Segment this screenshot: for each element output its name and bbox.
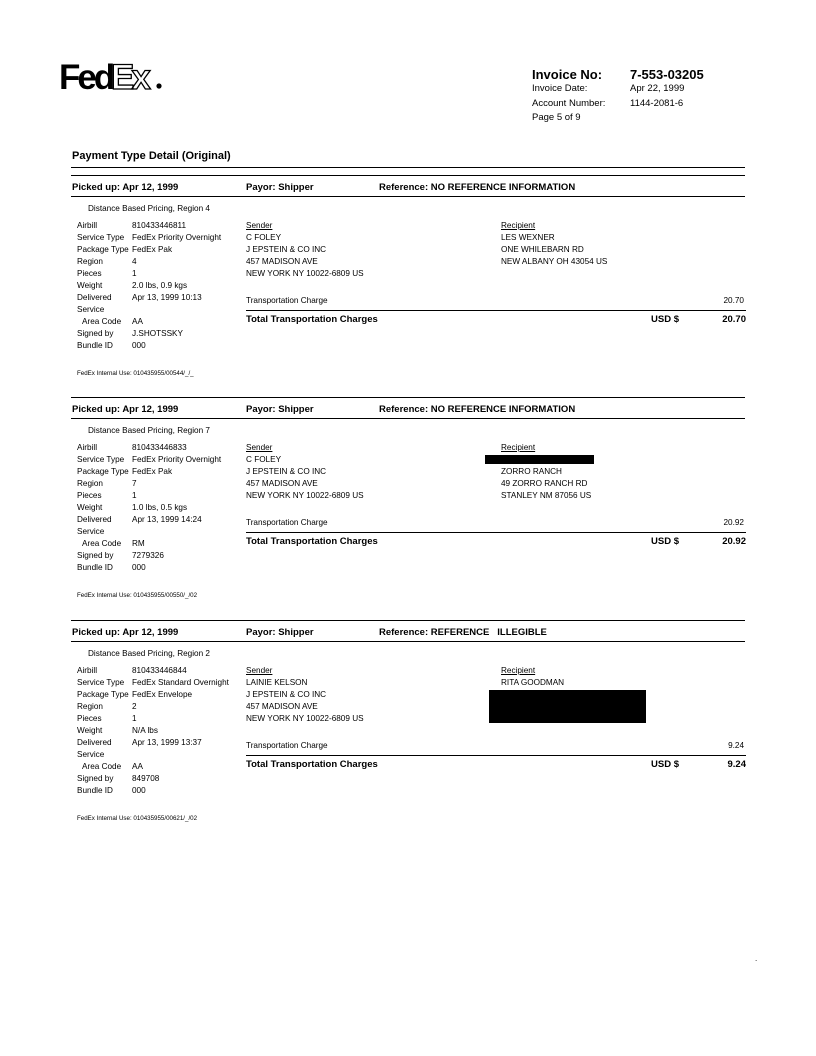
delivered-value: Apr 13, 1999 10:13 <box>132 293 202 302</box>
airbill-value: 810433446811 <box>132 221 187 230</box>
picked-up-date: Picked up: Apr 12, 1999 <box>72 404 179 415</box>
recipient-line: STANLEY NM 87056 US <box>501 491 592 500</box>
divider <box>71 397 745 398</box>
service-type-value: FedEx Priority Overnight <box>132 455 222 464</box>
package-type-value: FedEx Pak <box>132 245 173 254</box>
service-type-value: FedEx Priority Overnight <box>132 233 222 242</box>
region-label: Region <box>77 702 103 711</box>
sender-line: 457 MADISON AVE <box>246 257 318 266</box>
redaction-bar <box>489 690 646 723</box>
signed-by-value: J.SHOTSSKY <box>132 329 183 338</box>
recipient-label: Recipient <box>501 666 536 675</box>
shipment-block <box>0 397 816 619</box>
reference: Reference: REFERENCE ILLEGIBLE <box>379 627 547 638</box>
delivered-value: Apr 13, 1999 13:37 <box>132 738 202 747</box>
signed-by-label: Signed by <box>77 329 114 338</box>
sender-block <box>246 665 364 725</box>
divider <box>71 641 745 642</box>
divider <box>71 196 745 197</box>
account-number-label: Account Number: <box>532 98 606 109</box>
fedex-logo <box>59 58 163 98</box>
weight-value: N/A lbs <box>132 726 158 735</box>
sender-label: Sender <box>246 666 273 675</box>
sender-label: Sender <box>246 443 273 452</box>
sender-line: C FOLEY <box>246 233 282 242</box>
account-number: 1144-2081-6 <box>630 98 684 109</box>
package-type-value: FedEx Envelope <box>132 690 193 699</box>
area-code-value: RM <box>132 539 145 548</box>
package-type-value: FedEx Pak <box>132 467 173 476</box>
page-indicator: Page 5 of 9 <box>532 112 581 123</box>
total-label: Total Transportation Charges <box>246 314 378 325</box>
divider <box>71 620 745 621</box>
recipient-line: ONE WHILEBARN RD <box>501 245 584 254</box>
payor: Payor: Shipper <box>246 627 314 638</box>
package-type-label: Package Type <box>77 690 129 699</box>
transportation-charge-value: 9.24 <box>728 741 744 750</box>
shipment-block <box>0 175 816 397</box>
transportation-charge-value: 20.92 <box>723 518 744 527</box>
currency-label: USD $ <box>651 759 679 770</box>
recipient-block <box>501 220 607 268</box>
reference: Reference: NO REFERENCE INFORMATION <box>379 182 576 193</box>
region-label: Region <box>77 479 103 488</box>
weight-value: 2.0 lbs, 0.9 kgs <box>132 281 188 290</box>
section-title: Payment Type Detail (Original) <box>72 150 231 162</box>
region-value: 7 <box>132 479 137 488</box>
transportation-charge-label: Transportation Charge <box>246 741 328 750</box>
pricing-note: Distance Based Pricing, Region 2 <box>88 649 210 658</box>
service-type-value: FedEx Standard Overnight <box>132 678 229 687</box>
transportation-charge-label: Transportation Charge <box>246 296 328 305</box>
internal-use-code: FedEx Internal Use: 010435955/00544/_/_ <box>77 370 194 377</box>
divider <box>246 755 746 756</box>
signed-by-label: Signed by <box>77 551 114 560</box>
total-value: 20.92 <box>722 536 746 547</box>
signed-by-value: 849708 <box>132 774 160 783</box>
sender-label: Sender <box>246 221 273 230</box>
recipient-line: ZORRO RANCH <box>501 467 562 476</box>
service-label: Service <box>77 527 105 536</box>
delivered-label: Delivered <box>77 738 112 747</box>
payor: Payor: Shipper <box>246 404 314 415</box>
weight-label: Weight <box>77 726 103 735</box>
total-label: Total Transportation Charges <box>246 536 378 547</box>
delivered-label: Delivered <box>77 293 112 302</box>
airbill-label: Airbill <box>77 443 98 452</box>
area-code-label: Area Code <box>82 317 122 326</box>
service-type-label: Service Type <box>77 678 125 687</box>
weight-label: Weight <box>77 503 103 512</box>
region-value: 4 <box>132 257 137 266</box>
recipient-block <box>501 442 591 502</box>
reference: Reference: NO REFERENCE INFORMATION <box>379 404 576 415</box>
divider <box>71 175 745 176</box>
service-type-label: Service Type <box>77 455 125 464</box>
total-label: Total Transportation Charges <box>246 759 378 770</box>
pricing-note: Distance Based Pricing, Region 7 <box>88 426 210 435</box>
package-type-label: Package Type <box>77 467 129 476</box>
airbill-value: 810433446833 <box>132 443 187 452</box>
invoice-date: Apr 22, 1999 <box>630 83 685 94</box>
sender-block <box>246 442 364 502</box>
signed-by-label: Signed by <box>77 774 114 783</box>
airbill-label: Airbill <box>77 221 98 230</box>
currency-label: USD $ <box>651 314 679 325</box>
pieces-label: Pieces <box>77 714 102 723</box>
service-label: Service <box>77 305 105 314</box>
pieces-value: 1 <box>132 491 137 500</box>
area-code-value: AA <box>132 317 143 326</box>
sender-line: J EPSTEIN & CO INC <box>246 467 327 476</box>
sender-line: NEW YORK NY 10022-6809 US <box>246 269 364 278</box>
delivered-value: Apr 13, 1999 14:24 <box>132 515 202 524</box>
sender-block <box>246 220 364 280</box>
pieces-value: 1 <box>132 269 137 278</box>
recipient-label: Recipient <box>501 443 536 452</box>
divider <box>71 167 745 168</box>
svg-text:Ex: Ex <box>111 58 148 97</box>
recipient-label: Recipient <box>501 221 536 230</box>
sender-line: NEW YORK NY 10022-6809 US <box>246 714 364 723</box>
region-label: Region <box>77 257 103 266</box>
delivered-label: Delivered <box>77 515 112 524</box>
bundle-id-label: Bundle ID <box>77 786 113 795</box>
shipment-block <box>0 620 816 842</box>
area-code-label: Area Code <box>82 539 122 548</box>
bundle-id-value: 000 <box>132 786 146 795</box>
sender-line: J EPSTEIN & CO INC <box>246 245 327 254</box>
pieces-label: Pieces <box>77 269 102 278</box>
package-type-label: Package Type <box>77 245 129 254</box>
transportation-charge-label: Transportation Charge <box>246 518 328 527</box>
invoice-date-label: Invoice Date: <box>532 83 588 94</box>
picked-up-date: Picked up: Apr 12, 1999 <box>72 182 179 193</box>
divider <box>246 532 746 533</box>
pieces-label: Pieces <box>77 491 102 500</box>
redaction-bar <box>485 455 594 464</box>
pricing-note: Distance Based Pricing, Region 4 <box>88 204 210 213</box>
sender-line: NEW YORK NY 10022-6809 US <box>246 491 364 500</box>
sender-line: LAINIE KELSON <box>246 678 308 687</box>
bundle-id-value: 000 <box>132 563 146 572</box>
weight-value: 1.0 lbs, 0.5 kgs <box>132 503 188 512</box>
sender-line: J EPSTEIN & CO INC <box>246 690 327 699</box>
area-code-label: Area Code <box>82 762 122 771</box>
divider <box>71 418 745 419</box>
picked-up-date: Picked up: Apr 12, 1999 <box>72 627 179 638</box>
recipient-line: LES WEXNER <box>501 233 555 242</box>
sender-line: 457 MADISON AVE <box>246 479 318 488</box>
service-label: Service <box>77 750 105 759</box>
total-value: 20.70 <box>722 314 746 325</box>
recipient-line: 49 ZORRO RANCH RD <box>501 479 588 488</box>
airbill-value: 810433446844 <box>132 666 187 675</box>
invoice-number: 7-553-03205 <box>630 67 704 82</box>
bundle-id-label: Bundle ID <box>77 563 113 572</box>
transportation-charge-value: 20.70 <box>723 296 744 305</box>
airbill-label: Airbill <box>77 666 98 675</box>
currency-label: USD $ <box>651 536 679 547</box>
area-code-value: AA <box>132 762 143 771</box>
internal-use-code: FedEx Internal Use: 010435955/00621/_/02 <box>77 815 198 822</box>
bundle-id-value: 000 <box>132 341 146 350</box>
invoice-number-label: Invoice No: <box>532 67 603 82</box>
recipient-line: NEW ALBANY OH 43054 US <box>501 257 608 266</box>
pieces-value: 1 <box>132 714 137 723</box>
total-value: 9.24 <box>727 759 746 770</box>
recipient-line: RITA GOODMAN <box>501 678 565 687</box>
payor: Payor: Shipper <box>246 182 314 193</box>
bundle-id-label: Bundle ID <box>77 341 113 350</box>
service-type-label: Service Type <box>77 233 125 242</box>
internal-use-code: FedEx Internal Use: 010435955/00550/_/02 <box>77 592 198 599</box>
sender-line: C FOLEY <box>246 455 282 464</box>
sender-line: 457 MADISON AVE <box>246 702 318 711</box>
signed-by-value: 7279326 <box>132 551 164 560</box>
recipient-block <box>501 665 564 689</box>
region-value: 2 <box>132 702 137 711</box>
weight-label: Weight <box>77 281 103 290</box>
svg-text:Fed: Fed <box>59 58 113 97</box>
page-mark: . <box>755 954 758 963</box>
divider <box>246 310 746 311</box>
